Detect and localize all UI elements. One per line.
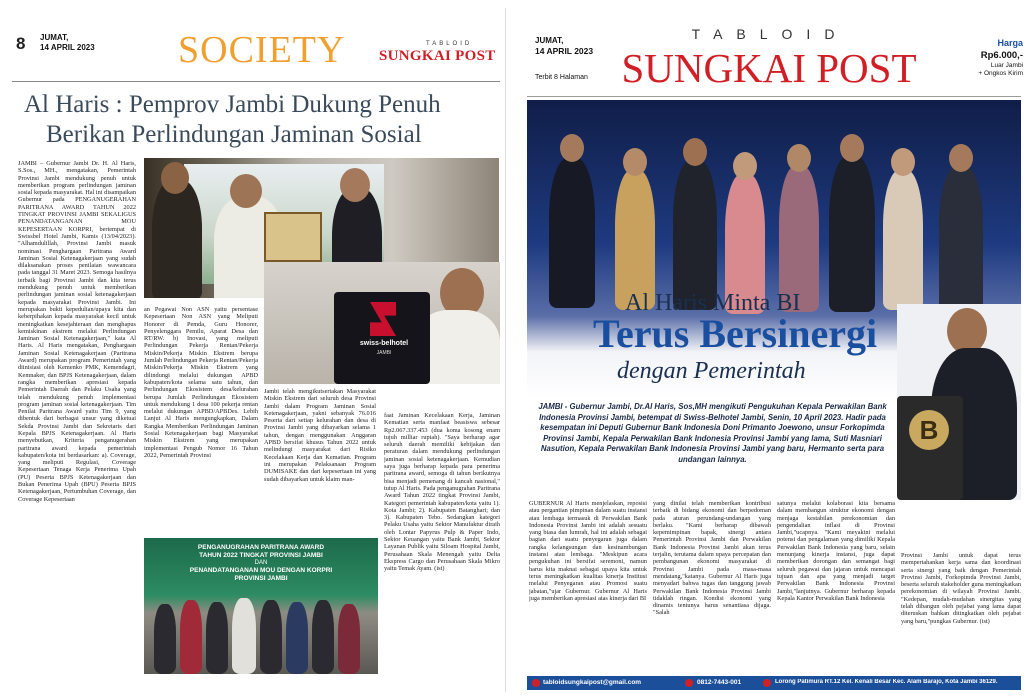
banner-line-2: TAHUN 2022 TINGKAT PROVINSI JAMBI <box>199 552 323 559</box>
masthead-label: TABLOID <box>426 41 473 47</box>
article-column-1: JAMBI – Gubernur Jambi Dr. H. Al Haris, S.Sos., MH., mengatakan, Pemerintah Provinsi Jambi mendukung penuh untuk memberikan program perlindungan jaminan sosial kepada masyarakat. Hal ini disampaikan Gubernur pada PENGANUGERAHAN PARITRANA AWARD TAHUN 2022 TINGKAT PROVINSI JAMBI SEKALIGUS PENANDATANGANAN MOU KEPESERTAAN KORPRI, bertempat di Swissbel Hotel Jambi, Kamis (13/04/2023). "Alhamdulillah, Provinsi Jambi masuk nominasi Penghargaan Paritrana Award Jaminan Sosial Ketenagakerjaan yang sudah dilaksanakan proses penilaian wawancara pada tanggal 31 Maret 2023. Semoga hasilnya terbaik bagi Provinsi Jambi dan kita terus mendukung penuh untuk memberikan perlindungan jaminan sosial ketenagakerjaan kepada masyarakat Provinsi Jambi. Ini merupakan bukti kepedulian/upaya kita dan keberpihakan kepada masyarakat kecil untuk meningkatkan kesejahteraan dan menghapus kemiskinan ekstrem melalui Perlindungan Jaminan Sosial Ketenagakerjaan," kata Al Haris. Al Haris mengatakan, Penghargaan Jaminan Sosial Ketenagakerjaan (Paritrana Award) merupakan program Pemerintah yang diinisiasi oleh Kemenko PMK, Kemendagri, Kemnaker, dan BPJS Ketenagakerjaan, dalam rangka memberikan apresiasi kepada Pemerintah Daerah dan Pelaku Usaha yang telah mendukung penuh implementasi program jaminan sosial ketenagakerjaan. Tim Penilai Paritrana Award yaitu Tim 9, yang dibentuk dari berbagai unsur yang diketuai Sekda Provinsi Jambi dan Sekretaris dari Kepala BPJS Ketenagakerjaan. Al Haris menyebutkan, Kriteria penganugerahan paritrana award kepada pemerintah kabupaten/kota ini berdasarkan: a). Coverage, yang meliputi Regulasi, Coverage Kepesertaan Tenaga Kerja Penerima Upah (PU) Peserta BPJS Ketenagakerjaan dan Bukan Penerima Upah (BPU) Peserta BPJS Ketenagakerjaan, Pertumbuhan Coverage, dan Coverage Kepesertaan <box>18 160 136 503</box>
section-title: SOCIETY <box>178 29 346 71</box>
price-note-1: Luar Jambi <box>990 62 1023 69</box>
banner-line-1: PENGANUGRAHAN PARITRANA AWARD <box>197 544 325 551</box>
banner-line-4: PENANDATANGANAN MOU DENGAN KORPRI <box>189 567 333 574</box>
headline-1: Al Haris Minta BI <box>625 290 801 316</box>
price-note-2: + Ongkos Kirim <box>978 70 1023 77</box>
header-rule <box>12 81 500 82</box>
price-value: Rp6.000,- <box>980 50 1023 61</box>
article-column-4: faat Jaminan Kecelakaan Kerja, Jaminan Kematian serta manfaat beasiswa sebesar Rp2.067.337.453 (dua koma kosong enam tujuh milliar rupiah). "Saya berharap agar seluruh daerah memiliki kebijakan dan peraturan dalam mendukung perlindungan jaminan sosial ketenagakerjaan. Kemudian saya juga berharap kepada para penerima paritrana award, semoga di tahun berikutnya bisa menjadi pemenang di kancah nasional," tutup Al Haris. Pada penganugrahan Paritrana Award Tahun 2022 tingkat Provinsi Jambi, Kategori pemerintah kabupaten/kota yaitu 1). Kota Jambi; 2). Kabupaten Batanghari; dan 3). Kabupaten Tebo. Sedangkan kategori Pelaku Usaha yaitu Sektor Manufaktur diraih oleh Lontar Papyrus Pulp & Paper Indo, Sektor Keuangan yaitu Bank Jambi, Sektor Layanan Publik yaitu Siloam Hospital Jambi, Perusahaan Skala Menengah yaitu Delta Ekspress Cargo dan Perusahaan Skala Mikro yaitu Temak Ayam. (ist) <box>384 412 500 573</box>
phone-icon <box>685 679 693 687</box>
group-photo <box>144 538 378 674</box>
banner-line-3: DAN <box>254 560 268 566</box>
article-column-1: GUBERNUR Al Haris menjelaskan, reposisi atau pergantian pimpinan dalam suatu instansi atau lembaga termasuk di Perwakilan Bank Indonesia Provinsi Jambi ini adalah sesuatu yang biasa dan lumrah, hal ini adalah sebagai bagian dari suatu penyegaran juga dalam rangka kelangsungan dan kesinambungan instansi atau lembaga. "Meskipun acara pengukuhan ini bersifat seremoni, namun harus kita maknai sebagai upaya kita untuk terus meningkatkan kualitas kinerja Institusi melalui Penyegaran atau Promosi suatu jabatan,"ujar Gubernur. Gubernur Al Haris juga memberikan apresiasi atas kinerja dari BI <box>529 500 647 602</box>
person-left <box>152 180 202 298</box>
footer-address: Lorong Patimura RT.12 Kel. Kenali Besar Kec. Alam Barajo, Kota Jambi 36129. <box>775 679 998 685</box>
banner-line-5: PROVINSI JAMBI <box>234 575 288 582</box>
article-column-2: an Pegawai Non ASN yaitu persentase Kepesertaan Non ASN yang Meliputi Honorer di Pemda, Guru Honorer, Penyelenggara Pemilu, Aparat Desa dan RT/RW. b) Inovasi, yang meliputi Perlindungan Pekerja Rentan/Pekerja Miskin/Pekerja Miskin Ekstrem berupa Jumlah Perlindungan Pekerja Rentan/Pekerja Miskin/Pekerja Miskin Ekstrem yang dilindungi melalui dukungan APBD kabupaten/kota selama satu tahun, dan Perlindungan Ekosistem desa/kelurahan berupa Jumlah Perlindungan Ekosistem untuk mendukung 1 desa 100 pekerja rentan melalui dukungan APBD/APBDes. Lebih Lanjut Al Haris mengungkapkan, Dalam Rangka Memberikan Perlindungan Jaminan Sosial Ketenagakerjaan bagi Masyarakat Miskin Ekstrem yang merupakan implementasi Pengub Nomor 16 Tahun 2022, Pemerintah Provinsi <box>144 306 258 459</box>
award-certificate <box>264 212 322 262</box>
email-icon <box>532 679 540 687</box>
governor-photo <box>897 304 1021 500</box>
article-column-3: satunya melalui kolaborasi kita bersama dalam membangun struktur ekonomi dengan menjaga kestabilan perekonomian dan pengendalian inflasi di Provinsi Jambi,"ucapnya. "Kami meyakini melalui potensi dan pengalaman yang dimiliki Kepala Perwakilan Bank Indonesia yang baru, selain menunjang kinerja instansi, juga dapat memberikan dorongan dan semangat bagi seluruh pegawai dan jajaran untuk mencapai tujuan dan apa yang menjadi target Perwakilan Bank Indonesia Provinsi Jambi,"lanjutnya. Gubernur berharap kepada Kepala Kantor Perwakilan Bank Indonesia <box>777 500 895 602</box>
article-column-2: yang dinilai telah memberikan kontribusi terbaik di bidang ekonomi dan berpedoman pada aturan perundang-undangan yang berlaku. "Kami berharap dibawah kepemimpinan bapak, sinergi antara Pemerintah Provinsi Jambi dan Perwakilan Bank Indonesia Provinsi Jambi akan terus terjalin, terutama dalam upaya percepatan dan pembangunan ekonomi masyarakat di Provinsi Jambi pada masa-masa mendatang,"katanya. Gubernur Al Haris juga menyadari bahwa tugas dan tanggung jawab Perwakilan Bank Indonesia Provinsi Jambi tidaklah ringan. Kondisi ekonomi yang dinamis tentunya harus senantiasa dijaga. "Salah <box>653 500 771 617</box>
article-column-4: Provinsi Jambi untuk dapat terus mempertahankan kerja sama dan koordinasi serta sinergi yang baik dengan Pemerintah Provinsi Jambi, Forkopimda Provinsi Jambi, beserta seluruh stakeholder guna meningkatkan perekonomian di wilayah Provinsi Jambi. "Kedepan, mudah-mudahan sinergitas yang telah dibangun oleh pejabat yang lama dapat diteruskan bahkan ditingkatkan oleh pejabat yang baru,"pungkas Gubernur. (ist) <box>901 552 1021 625</box>
article-column-3: Jambi telah mengikutsertakan Masyarakat Miskin Ekstrem dari seluruh desa Provinsi Jambi dalam Program Jaminan Sosial Ketenagakerjaan, yakni sebanyak 76.016 Peserta dari setiap kelurahan dan desa di Provinsi Jambi yang dibayarkan selama 1 tahun, dengan menggunakan Anggaran APBD bersifat khusus Tahun 2022 untuk melindungi masyarakat dari Risiko Kecelakaan Kerja dan Kematian. Program ini merupakan Pelaksanaan Program DUMISAKE dan dari kepesertaan ini yang sudah dibayarkan untuk klaim man- <box>264 388 376 483</box>
issue-day: JUMAT, <box>535 36 564 45</box>
masthead-title: SUNGKAI POST <box>379 48 496 64</box>
footer-email: tabloidsungkaipost@gmail.com <box>543 679 642 686</box>
masthead-title: SUNGKAI POST <box>621 45 917 91</box>
issue-date: 14 APRIL 2023 <box>535 46 594 56</box>
location-icon <box>763 679 771 687</box>
page-8 <box>6 8 506 692</box>
hotel-city: JAMBI <box>376 350 392 356</box>
front-page <box>517 8 1027 692</box>
headline-2: Terus Bersinergi <box>593 311 878 356</box>
footer-phone: 0812-7443-001 <box>697 679 742 686</box>
issue-day: JUMAT, <box>40 33 69 42</box>
speaker-photo <box>264 262 500 384</box>
hotel-name: swiss-belhotel <box>359 340 409 347</box>
headline-3: dengan Pemerintah <box>617 358 806 384</box>
issue-date: 14 APRIL 2023 <box>40 43 95 52</box>
headline-line-1: Al Haris : Pemprov Jambi Dukung Penuh <box>24 91 441 118</box>
lead-paragraph: JAMBI - Gubernur Jambi, Dr.Al Haris, Sos,MH mengikuti Pengukuhan Kepala Perwakilan Bank Indonesia Provinsi Jambi, betempat di Swiss-Belhotel Jambi, Senin, 10 April 2023. Hadir pada kesempatan ini Deputi Gubernur Bank Indonesia Doni Primanto Joewono, unsur Forkopimda Provinsi Jambi, Kepala Perwakilan Bank Indonesia Provinsi Jambi yang lama, Suti Masniari Nasution, Kepala Perwakilan Bank Indonesia Provinsi Jambi yang baru, Hermanto serta para undangan lainnya. <box>538 402 887 464</box>
page-number: 8 <box>16 34 26 53</box>
price-label: Harga <box>997 38 1023 48</box>
podium-emblem: B <box>909 410 949 450</box>
headline-line-2: Berikan Perlindungan Jaminan Sosial <box>46 121 422 148</box>
masthead-label: TABLOID <box>691 26 849 42</box>
footer-bar <box>527 676 1021 690</box>
masthead-rule <box>527 96 1021 97</box>
pages-count: Terbit 8 Halaman <box>535 74 588 81</box>
